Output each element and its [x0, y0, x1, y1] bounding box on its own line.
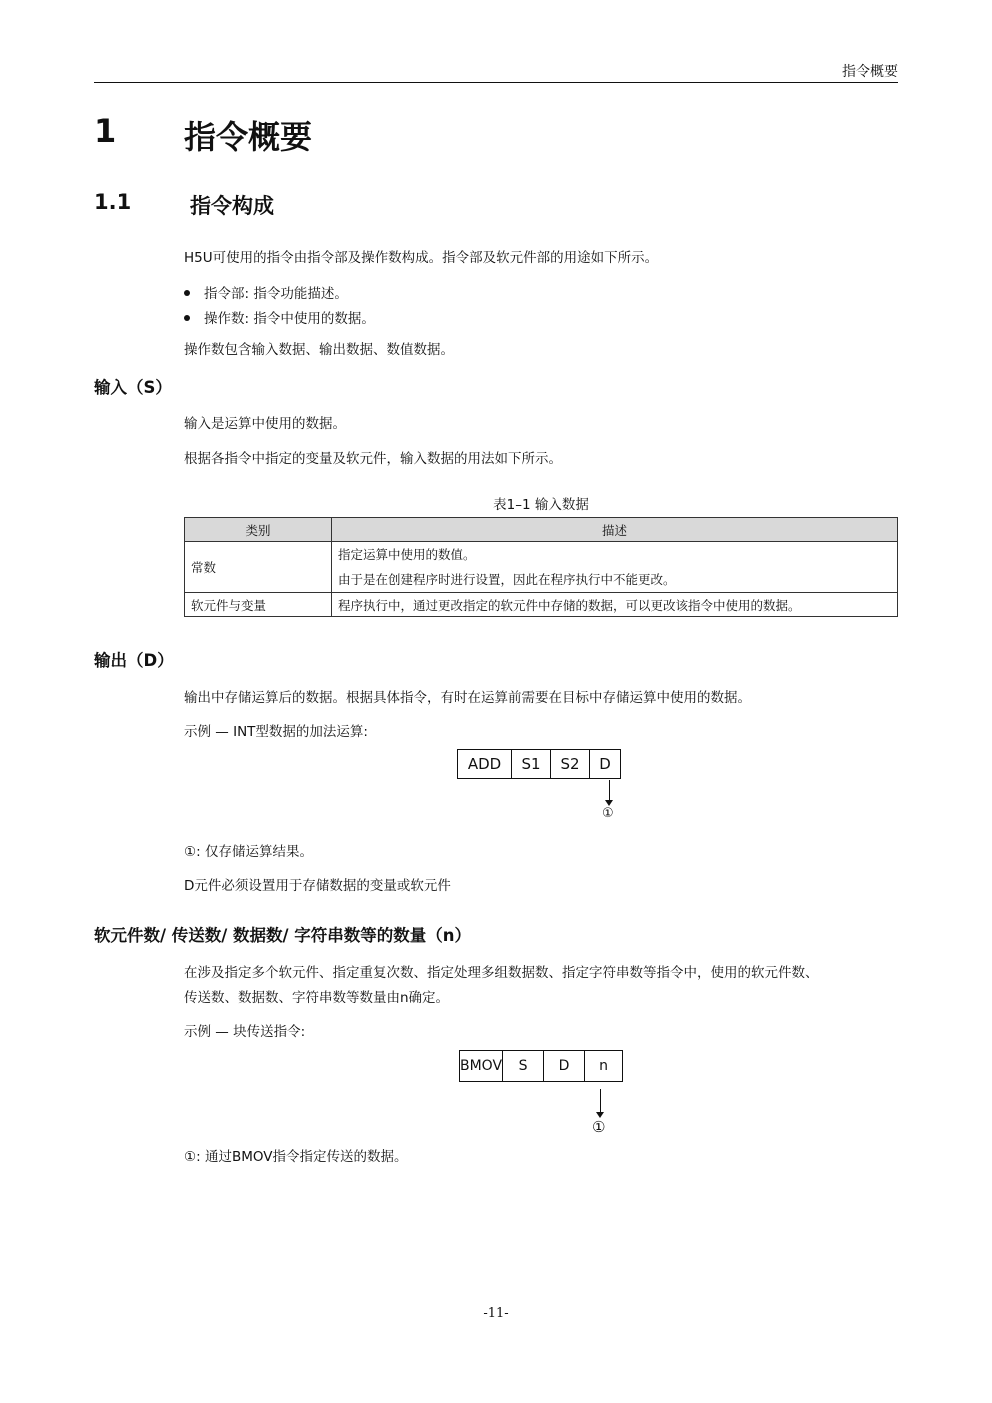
chapter-number: 1	[94, 112, 117, 150]
circled-marker: ①	[602, 806, 614, 821]
instruction-cell: S	[503, 1051, 544, 1082]
arrow-line	[609, 780, 610, 801]
count-paragraph-line-1: 在涉及指定多个软元件、指定重复次数、指定处理多组数据数、指定字符串数等指令中，使用的软元件数、	[184, 965, 819, 981]
section-title: 指令构成	[190, 194, 274, 218]
arrow-line	[600, 1089, 601, 1113]
table-row	[185, 542, 898, 593]
bullet-text: 指令部: 指令功能描述。	[204, 286, 348, 302]
bullet-item	[184, 307, 375, 327]
instruction-cell: D	[590, 750, 621, 779]
table-header-category: 类别	[185, 518, 332, 542]
bmov-instruction-diagram	[459, 1050, 623, 1082]
output-paragraph: 输出中存储运算后的数据。根据具体指令，有时在运算前需要在目标中存储运算中使用的数据。	[184, 690, 751, 706]
input-heading: 输入（S）	[94, 378, 172, 397]
table-header-row	[185, 518, 898, 542]
bullet-dot-icon	[184, 290, 190, 296]
bullet-item	[184, 282, 348, 302]
instruction-cell: D	[544, 1051, 585, 1082]
count-heading: 软元件数/ 传送数/ 数据数/ 字符串数等的数量（n）	[94, 926, 472, 945]
instruction-cell: n	[585, 1051, 623, 1082]
add-instruction-diagram	[457, 749, 621, 779]
table-header-description: 描述	[332, 518, 898, 542]
table-cell-description	[332, 542, 898, 593]
table-caption: 表1–1 输入数据	[493, 497, 589, 513]
count-note: ①: 通过BMOV指令指定传送的数据。	[184, 1149, 408, 1165]
count-example-label: 示例 — 块传送指令:	[184, 1024, 306, 1040]
chapter-title: 指令概要	[184, 118, 313, 156]
output-note-2: D元件必须设置用于存储数据的变量或软元件	[184, 878, 451, 894]
instruction-cell: BMOV	[460, 1051, 503, 1082]
table-cell-category: 软元件与变量	[185, 593, 332, 617]
output-example-label: 示例 — INT型数据的加法运算:	[184, 724, 368, 740]
bullet-dot-icon	[184, 315, 190, 321]
count-paragraph-line-2: 传送数、数据数、字符串数等数量由n确定。	[184, 990, 450, 1006]
description-line: 指定运算中使用的数值。	[338, 547, 476, 562]
page-number: -11-	[483, 1306, 509, 1321]
instruction-cell: S1	[512, 750, 551, 779]
table-cell-description: 程序执行中，通过更改指定的软元件中存储的数据，可以更改该指令中使用的数据。	[332, 593, 898, 617]
running-header-title: 指令概要	[842, 64, 898, 80]
header-rule	[94, 82, 898, 83]
section-number: 1.1	[94, 190, 132, 214]
table-row	[185, 593, 898, 617]
bullet-text: 操作数: 指令中使用的数据。	[204, 311, 375, 327]
description-line: 由于是在创建程序时进行设置，因此在程序执行中不能更改。	[338, 572, 676, 587]
input-data-table	[184, 517, 898, 617]
output-note-1: ①: 仅存储运算结果。	[184, 844, 313, 860]
table-cell-category: 常数	[185, 542, 332, 593]
input-paragraph-2: 根据各指令中指定的变量及软元件，输入数据的用法如下所示。	[184, 451, 562, 467]
output-heading: 输出（D）	[94, 651, 174, 670]
operand-paragraph: 操作数包含输入数据、输出数据、数值数据。	[184, 342, 454, 358]
instruction-cell: S2	[551, 750, 590, 779]
input-paragraph-1: 输入是运算中使用的数据。	[184, 416, 346, 432]
intro-paragraph: H5U可使用的指令由指令部及操作数构成。指令部及软元件部的用途如下所示。	[184, 250, 659, 266]
circled-marker: ①	[592, 1118, 606, 1136]
instruction-cell: ADD	[458, 750, 512, 779]
